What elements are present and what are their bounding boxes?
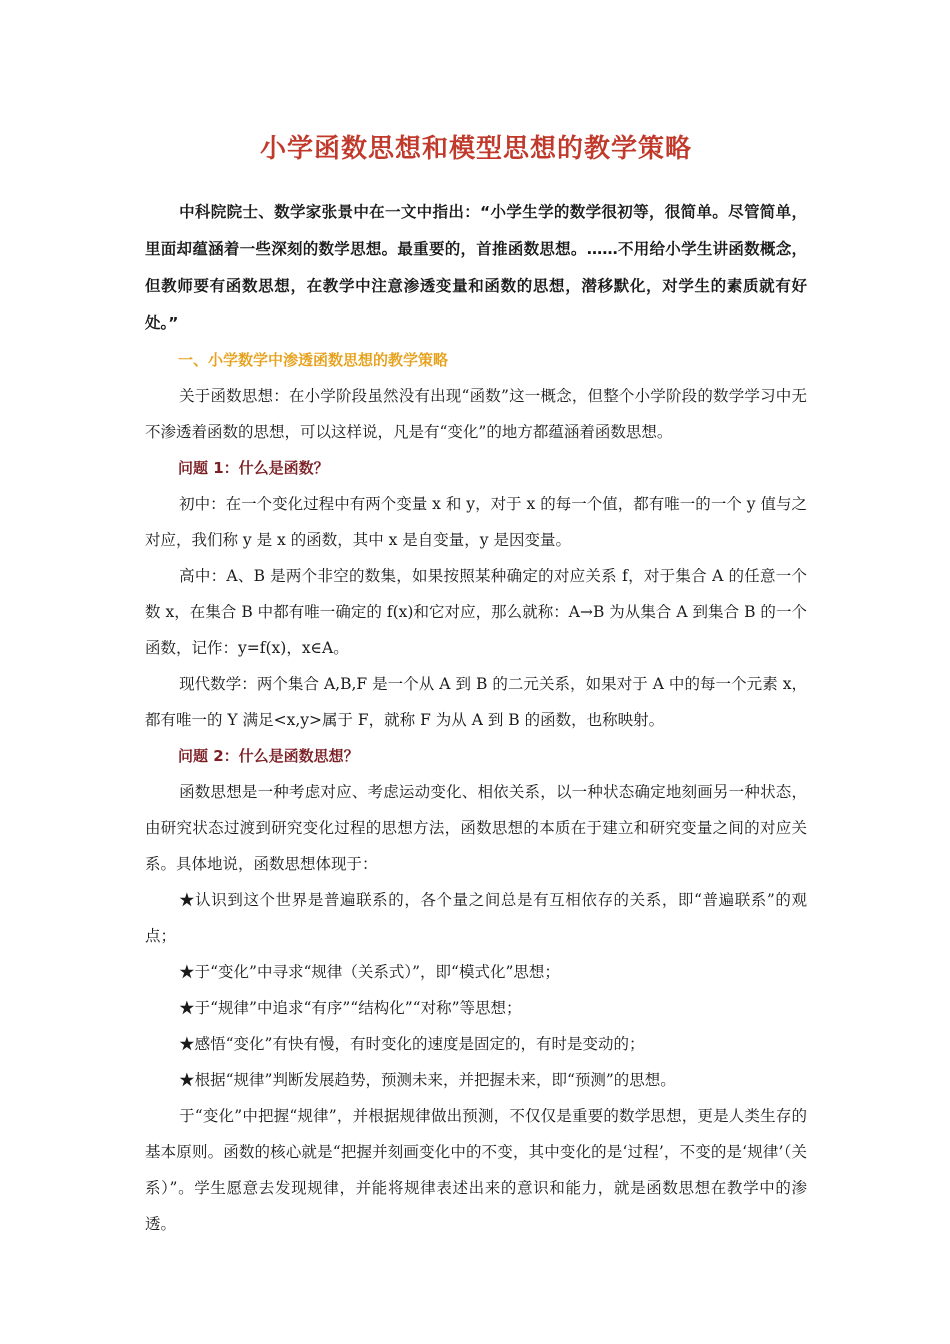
paragraph-senior-definition: 高中：A、B 是两个非空的数集，如果按照某种确定的对应关系 f，对于集合 A 的任意一个数 x，在集合 B 中都有唯一确定的 f(x)和它对应，那么就称：A→B 为从集合 A 到集合 B 的一个函数，记作：y=f(x)，x∈A。 (145, 567, 807, 657)
bullet-item: ★感悟“变化”有快有慢，有时变化的速度是固定的，有时是变动的； (179, 1035, 645, 1053)
question-heading-1: 问题 1：什么是函数？ (178, 459, 329, 477)
paragraph-closing: 于“变化”中把握“规律”，并根据规律做出预测，不仅仅是重要的数学思想，更是人类生存的基本原则。函数的核心就是“把握并刻画变化中的不变，其中变化的是‘过程’，不变的是‘规律’（关系）”。学生愿意去发现规律，并能将规律表述出来的意识和能力，就是函数思想在教学中的渗透。 (145, 1107, 807, 1233)
intro-quote-paragraph: 中科院院士、数学家张景中在一文中指出：“小学生学的数学很初等，很简单。尽管简单，里面却蕴涵着一些深刻的数学思想。最重要的，首推函数思想。……不用给小学生讲函数概念，但教师要有函数思想，在教学中注意渗透变量和函数的思想，潜移默化，对学生的素质就有好处。” (145, 203, 807, 332)
paragraph-function-idea: 函数思想是一种考虑对应、考虑运动变化、相依关系，以一种状态确定地刻画另一种状态，由研究状态过渡到研究变化过程的思想方法，函数思想的本质在于建立和研究变量之间的对应关系。具体地说，函数思想体现于： (145, 783, 807, 873)
bullet-item: ★于“变化”中寻求“规律（关系式）”，即“模式化”思想； (179, 963, 560, 981)
paragraph-about-function-idea: 关于函数思想：在小学阶段虽然没有出现“函数”这一概念，但整个小学阶段的数学学习中无不渗透着函数的思想，可以这样说，凡是有“变化”的地方都蕴涵着函数思想。 (145, 387, 807, 441)
document-page (145, 128, 807, 1242)
question-heading-2: 问题 2：什么是函数思想？ (178, 747, 359, 765)
bullet-item: ★于“规律”中追求“有序”“结构化”“对称”等思想； (179, 999, 522, 1017)
paragraph-modern-definition: 现代数学：两个集合 A,B,F 是一个从 A 到 B 的二元关系，如果对于 A 中的每一个元素 x，都有唯一的 Y 满足<x,y>属于 F，就称 F 为从 A 到 B 的函数，也称映射。 (145, 675, 807, 729)
bullet-item: ★根据“规律”判断发展趋势，预测未来，并把握未来，即“预测”的思想。 (179, 1071, 676, 1089)
paragraph-junior-definition: 初中：在一个变化过程中有两个变量 x 和 y，对于 x 的每一个值，都有唯一的一个 y 值与之对应，我们称 y 是 x 的函数，其中 x 是自变量，y 是因变量。 (145, 495, 807, 549)
document-title: 小学函数思想和模型思想的教学策略 (259, 134, 692, 164)
section-heading-1: 一、小学数学中渗透函数思想的教学策略 (178, 351, 449, 369)
bullet-item: ★认识到这个世界是普遍联系的，各个量之间总是有互相依存的关系，即“普遍联系”的观点； (145, 891, 807, 945)
